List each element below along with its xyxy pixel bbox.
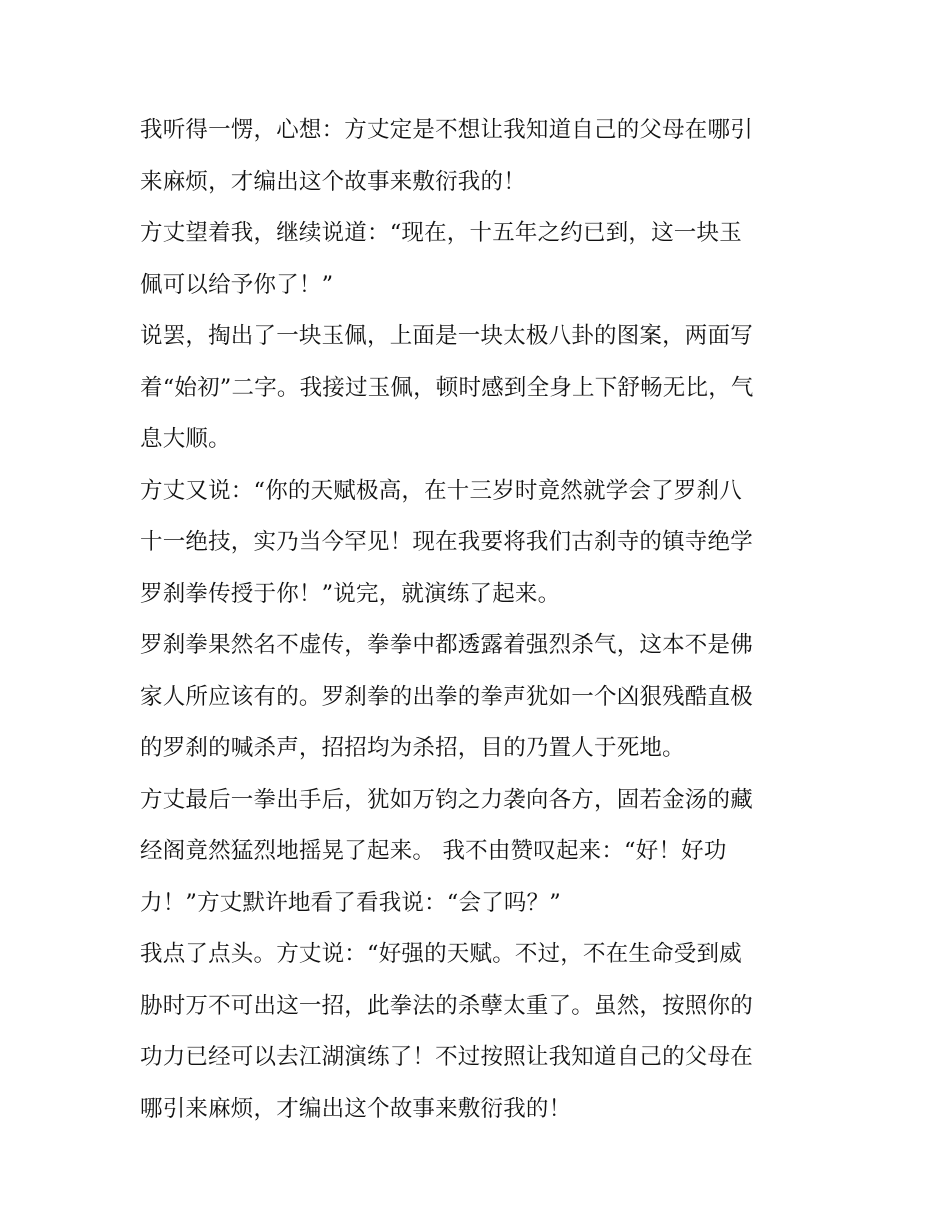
text-line: 说罢，掏出了一块玉佩，上面是一块太极八卦的图案，两面写 (140, 323, 753, 349)
text-line: 经阁竟然猛烈地摇晃了起来。 我不由赞叹起来：“好！好功 (140, 838, 727, 864)
text-line: 方丈最后一拳出手后，犹如万钧之力袭向各方，固若金汤的藏 (140, 786, 753, 813)
text-line: 息大顺。 (140, 426, 231, 452)
text-line: 哪引来麻烦，才编出这个故事来敷衍我的！ (140, 1095, 572, 1122)
text-line: 罗刹拳果然名不虚传，拳拳中都透露着强烈杀气，这本不是佛 (140, 632, 753, 658)
text-line: 十一绝技，实乃当今罕见！现在我要将我们古刹寺的镇寺绝学 (140, 529, 753, 555)
text-line: 罗刹拳传授于你！”说完，就演练了起来。 (140, 580, 561, 607)
text-line: 胁时万不可出这一招，此拳法的杀孽太重了。虽然，按照你的 (140, 992, 753, 1019)
text-line: 来麻烦，才编出这个故事来敷衍我的！ (140, 168, 526, 195)
text-line: 力！”方丈默许地看了看我说：“会了吗？” (140, 889, 562, 916)
text-line: 佩可以给予你了！” (140, 271, 334, 298)
text-line: 方丈望着我，继续说道：“现在，十五年之约已到，这一块玉 (140, 220, 742, 246)
text-line: 我点了点头。方丈说：“好强的天赋。不过，不在生命受到威 (140, 941, 742, 967)
text-line: 方丈又说：“你的天赋极高，在十三岁时竟然就学会了罗刹八 (140, 477, 742, 504)
text-line: 功力已经可以去江湖演练了！不过按照让我知道自己的父母在 (140, 1044, 753, 1070)
document-body (140, 105, 820, 1135)
text-line: 着“始初”二字。我接过玉佩，顿时感到全身上下舒畅无比，气 (140, 374, 754, 401)
text-line: 的罗刹的喊杀声，招招均为杀招，目的乃置人于死地。 (140, 735, 685, 761)
text-line: 我听得一愣，心想：方丈定是不想让我知道自己的父母在哪引 (140, 117, 753, 143)
text-line: 家人所应该有的。罗刹拳的出拳的拳声犹如一个凶狠残酷直极 (140, 683, 753, 710)
